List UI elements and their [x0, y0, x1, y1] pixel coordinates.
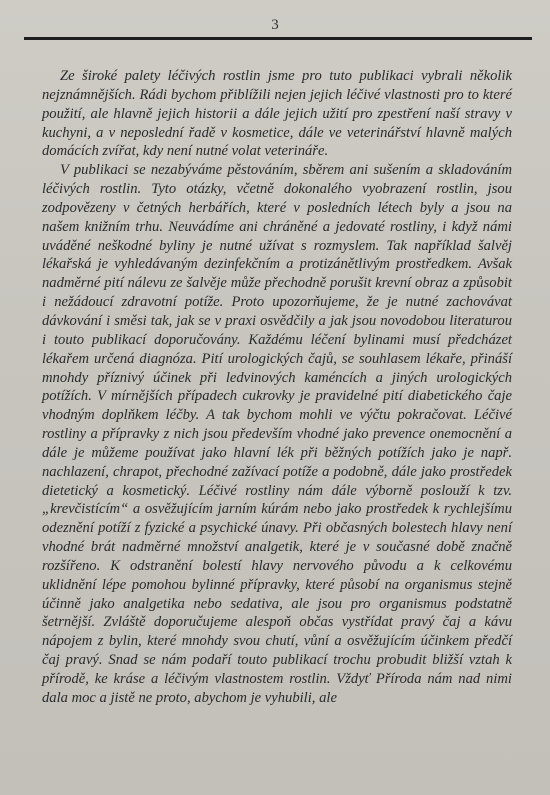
paragraph-intro: Ze široké palety léčivých rostlin jsme pro tuto publikaci vybrali několik nejznámnějších. Rádi bychom přiblížili nejen jejich léčivé vlastnosti pro to které použití, ale hlavně jejich historii a dále jejich užití pro zpestření naší stravy v kuchyni, a v neposlední řadě v kosmetice, dále ve veterinářství hlavně malých domácích zvířat, kdy není nutné volat veterináře.: [42, 68, 512, 160]
paragraph-main: V publikaci se nezabýváme pěstováním, sběrem ani sušením a skladováním léčivých rostlin. Tyto otázky, včetně dokonalého vyobrazení rostlin, jsou zodpovězeny v četných herbářích, které v posledních létech byly a jsou na našem knižním trhu. Neuvádíme ani chráněné a jedovaté rostliny, i když námi uváděné neškodné byliny je nutné užívat s rozmyslem. Tak například šalvěj lékařská je vyhledávaným dezinfekčním a protizánětlivým prostředkem. Avšak nadměrné pití nálevu ze šalvěje může přechodně porušit krevní obraz a způsobit i nežádoucí zdravotní potíže. Proto upozorňujeme, že je nutné zachovávat dávkování i směsi tak, jak se v praxi osvědčily a jak jsou novodobou literaturou i touto publikací doporučovány. Každému léčení bylinami musí předcházet lékařem určená diagnóza. Pití urologických čajů, se souhlasem lékaře, přináší mnohdy příznivý účinek při ledvinových kaméncích a jiných urologických potížích. V mírnějších případech cukrovky je pravidelné pití diabetického čaje vhodným doplňkem léčby. A tak bychom mohli ve výčtu pokračovat. Léčivé rostliny a přípravky z nich jsou především vhodné jako prevence onemocnění a dále je můžeme používat jako hlavní lék při běžných potížích jako je např. nachlazení, chrapot, přechodné zažívací potíže a podobně, dále jako prostředek dietetický a kosmetický. Léčivé rostliny nám dále výborně poslouží k tzv. „krevčistícím“ a osvěžujícím jarním kúrám nebo jako prostředek k rychlejšímu odeznění potíží z fyzické a psychické únavy. Při občasných bolestech hlavy není vhodné brát nadměrné množství analgetik, které je v současné době značně rozšířeno. K odstranění bolestí hlavy nervového původu a k celkovému uklidnění lépe pomohou bylinné přípravky, které působí na organismus stejně účinně jako analgetika nebo sedativa, ale jsou pro organismus podstatně šetrnější. Zvláště doporučujeme alespoň občas vystřídat pravý čaj a kávu nápojem z bylin, které mnohdy svou chutí, vůní a osvěžujícím účinkem předčí čaj pravý. Snad se nám podaří touto publikací trochu probudit bližší vztah k přírodě, ke kráse a léčivým vlastnostem rostlin. Vždyť Příroda nám nad nimi dala moc a jistě ne proto, abychom je vyhubili, ale: [42, 162, 512, 706]
page-number: 3: [271, 17, 279, 33]
header-rule: [24, 37, 532, 40]
body-text: [42, 67, 512, 708]
